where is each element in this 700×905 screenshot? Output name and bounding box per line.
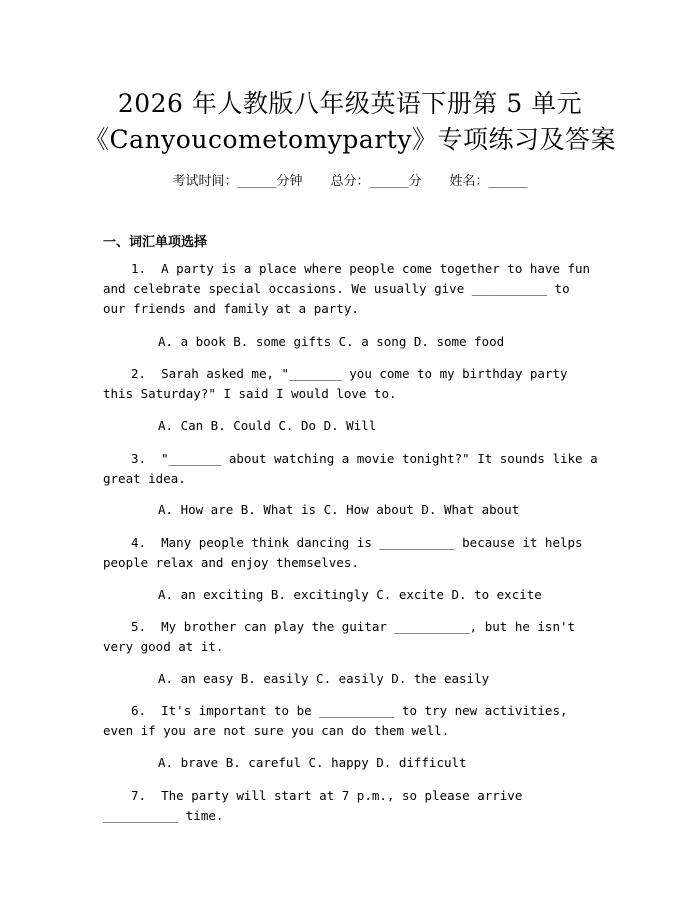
question-6 — [103, 701, 598, 741]
question-6-options: A. brave B. careful C. happy D. difficult — [158, 755, 467, 770]
question-number: 5. — [131, 619, 147, 634]
exam-name-field: 姓名：______ — [449, 174, 528, 189]
question-2 — [103, 364, 598, 404]
question-7 — [103, 786, 598, 826]
section-heading: 一、词汇单项选择 — [103, 235, 208, 250]
question-4 — [103, 533, 598, 573]
document-title-line-2: 《Canyoucometomyparty》专项练习及答案 — [84, 125, 616, 154]
question-2-options: A. Can B. Could C. Do D. Will — [158, 418, 377, 433]
question-number: 6. — [131, 703, 147, 718]
question-1 — [103, 259, 598, 319]
question-number: 2. — [131, 366, 147, 381]
exam-time-field: 考试时间：______分钟 — [172, 174, 303, 189]
question-5 — [103, 617, 598, 657]
question-number: 4. — [131, 535, 147, 550]
question-text: Sarah asked me, "_______ you come to my birthday party this Saturday?" I said I would love to. — [103, 366, 568, 401]
exam-score-field: 总分：______分 — [330, 174, 422, 189]
question-text: My brother can play the guitar __________, but he isn't very good at it. — [103, 619, 576, 654]
exam-info — [0, 170, 700, 189]
question-number: 7. — [131, 788, 147, 803]
question-3 — [103, 449, 598, 489]
question-1-options: A. a book B. some gifts C. a song D. some food — [158, 334, 505, 349]
question-5-options: A. an easy B. easily C. easily D. the easily — [158, 671, 490, 686]
question-text: It's important to be __________ to try new activities, even if you are not sure you can do them well. — [103, 703, 568, 738]
question-3-options: A. How are B. What is C. How about D. What about — [158, 502, 520, 517]
question-text: A party is a place where people come together to have fun and celebrate special occasions. We usually give __________ to our friends and family at a party. — [103, 261, 591, 316]
document-title-line-1: 2026 年人教版八年级英语下册第 5 单元 — [117, 89, 583, 118]
question-4-options: A. an exciting B. excitingly C. excite D. to excite — [158, 587, 542, 602]
question-text: The party will start at 7 p.m., so please arrive __________ time. — [103, 788, 523, 823]
question-text: Many people think dancing is __________ because it helps people relax and enjoy themselves. — [103, 535, 583, 570]
question-text: "_______ about watching a movie tonight?" It sounds like a great idea. — [103, 451, 598, 486]
question-number: 3. — [131, 451, 147, 466]
question-number: 1. — [131, 261, 147, 276]
